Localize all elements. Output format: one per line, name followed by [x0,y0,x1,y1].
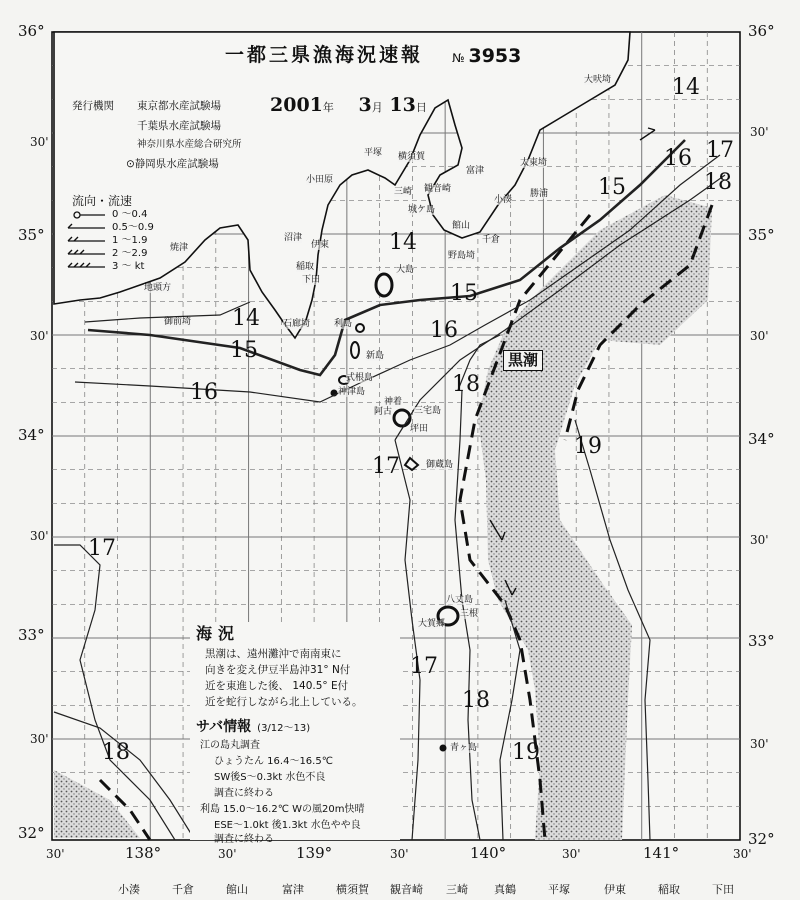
saba-line-2: ひょうたん 16.4〜16.5℃ [214,756,333,767]
isotherm-label-17-mid: 17 [372,454,400,479]
lon-label-13730: 30' [46,847,65,861]
publisher-label: 発行機関 [72,100,114,112]
isotherm-label-14-w: 14 [232,306,260,331]
lat-label-35-left: 35° [18,226,45,244]
place-label: 地頭方 [144,283,172,293]
page-title: 一都三県漁海況速報 [225,44,424,66]
place-label: 三宅島 [414,406,442,416]
lat-label-32-right: 32° [748,830,775,848]
isotherm-label-15-w: 15 [230,338,258,363]
isotherm-label-15-mid: 15 [450,281,478,306]
lon-label-14130: 30' [733,847,752,861]
bottom-station-1: 小湊 [118,883,140,896]
lat-label-34-left: 34° [18,426,45,444]
publisher-3: 神奈川県水産総合研究所 [137,139,242,150]
lat-label-36-left: 36° [18,22,45,40]
saba-line-3: SW後S〜0.3kt 水色不良 [214,772,326,783]
place-label: 稲取 [296,262,315,272]
place-label: 新島 [366,351,385,361]
place-label: 焼津 [170,243,189,253]
place-label: 神着 [384,397,403,407]
saba-info-heading [196,720,310,734]
isotherm-label-15-ne: 15 [598,175,626,200]
lat-label-33-left: 33° [18,626,45,644]
island-miyakejima [394,410,410,426]
isotherm-label-14-ne: 14 [672,75,700,100]
place-label: 阿古 [374,407,393,417]
legend-item-3: 1 〜1.9 [112,235,148,246]
place-label: 小田原 [306,175,334,185]
lat-label-3530-left: 30' [30,135,49,149]
lon-label-138: 138° [125,844,162,862]
bottom-station-10: 伊東 [604,883,626,896]
place-label: 横須賀 [398,152,426,162]
lat-label-3230-right: 30' [750,737,769,751]
issue-number [452,47,521,66]
legend-item-1: 0 〜0.4 [112,209,148,220]
lon-label-14030: 30' [562,847,581,861]
legend-item-2: 0.5〜0.9 [112,222,154,233]
island-niijima [351,342,359,358]
place-label: 伊東 [311,240,330,250]
sea-conditions-line-4: 近を蛇行しながら北上している。 [205,696,363,708]
island-toshima [356,324,364,332]
bottom-station-7: 三崎 [446,883,468,896]
place-label: 八丈島 [446,595,474,605]
lat-label-3330-left: 30' [30,529,49,543]
date-year-unit: 年 [322,101,334,114]
publisher-1: 東京都水産試験場 [137,100,221,112]
lat-label-3330-right: 30' [750,533,769,547]
lat-label-3430-right: 30' [750,329,769,343]
place-label: 青ヶ島 [450,743,478,753]
lon-label-140: 140° [470,844,507,862]
island-aogashima [440,745,447,752]
issue-prefix: № [452,51,465,65]
place-label: 勝浦 [530,189,549,199]
isotherm-label-17-w: 17 [88,536,116,561]
place-label: 御蔵島 [426,460,454,470]
place-label: 坪田 [410,424,429,434]
date-month: 3 [358,94,372,116]
bottom-station-12: 下田 [712,883,734,896]
island-oshima [376,274,392,296]
kuroshio-label: 黒潮 [503,350,543,371]
place-label: 小湊 [494,195,513,205]
lat-label-35-right: 35° [748,226,775,244]
place-label: 沼津 [284,233,303,243]
place-label: 富津 [466,166,485,176]
lat-label-3530-right: 30' [750,125,769,139]
bottom-station-8: 真鶴 [494,883,516,896]
place-label: 下田 [302,275,321,285]
isotherm-label-19-e: 19 [574,434,602,459]
station-icon: ⊙ [126,158,135,170]
lat-label-32-left: 32° [18,824,45,842]
legend-title: 流向・流速 [72,194,133,208]
isotherm-label-16-w: 16 [190,380,218,405]
isotherm-label-16-mid: 16 [430,318,458,343]
isotherm-label-14-bay: 14 [389,230,417,255]
publisher-4 [126,159,219,170]
isotherm-label-18-mid: 18 [452,372,480,397]
place-label: 城ケ島 [408,205,436,215]
legend-item-5: 3 〜 kt [112,261,145,272]
sea-conditions-line-2: 向きを変え伊豆半島沖31° N付 [205,664,351,676]
place-label: 大吠埼 [584,75,612,85]
issue-date [270,96,427,115]
place-label: 式根島 [346,373,374,383]
date-year: 2001 [270,94,323,116]
place-label: 観音崎 [424,184,452,194]
issue-value: 3953 [468,45,522,67]
lon-label-13830: 30' [218,847,237,861]
date-day-unit: 日 [415,101,427,114]
publisher-4-label: 静岡県水産試験場 [134,158,219,170]
saba-line-6: ESE〜1.0kt 後1.3kt 水色やや良 [214,820,361,831]
isotherm-label-19-s: 19 [512,740,540,765]
place-label: 野島埼 [448,251,476,261]
place-label: 大島 [396,265,415,275]
isotherm-label-18-sw: 18 [102,740,130,765]
saba-line-5: 利島 15.0〜16.2℃ Wの風20m快晴 [200,804,365,815]
saba-line-4: 調査に終わる [214,788,274,799]
place-label: 石廊埼 [283,319,311,329]
date-day: 13 [389,94,416,116]
bottom-station-5: 横須賀 [336,883,369,896]
saba-period: (3/12〜13) [257,723,311,734]
lat-label-3230-left: 30' [30,732,49,746]
lon-label-139: 139° [296,844,333,862]
publisher-2: 千葉県水産試験場 [137,120,221,132]
sea-conditions-line-3: 近を東進した後、 140.5° E付 [205,680,349,692]
isotherm-label-17-s: 17 [410,654,438,679]
place-label: 神津島 [338,387,366,397]
place-label: 太東埼 [520,158,548,168]
saba-line-7: 調査に終わる [214,834,274,845]
lon-label-141: 141° [643,844,680,862]
lat-label-33-right: 33° [748,632,775,650]
bottom-station-4: 富津 [282,883,304,896]
date-month-unit: 月 [371,101,383,114]
sea-conditions-line-1: 黒潮は、遠州灘沖で南南東に [205,648,342,660]
bottom-station-2: 千倉 [172,883,194,896]
lon-label-13930: 30' [390,847,409,861]
place-label: 御前埼 [164,317,192,327]
place-label: 館山 [452,221,471,231]
saba-heading-text: サバ情報 [196,719,252,735]
legend-item-4: 2 〜2.9 [112,248,148,259]
isotherm-label-16-ne: 16 [664,146,692,171]
bottom-station-6: 観音崎 [390,883,423,896]
saba-line-1: 江の島丸調査 [200,740,260,751]
lat-label-3430-left: 30' [30,329,49,343]
isotherm-label-17-ne: 17 [706,138,734,163]
isotherm-label-18-ne: 18 [704,170,732,195]
bottom-station-9: 平塚 [548,883,570,896]
place-label: 大賀郷 [418,619,446,629]
lat-label-36-right: 36° [748,22,775,40]
place-label: 利島 [334,319,353,329]
sea-conditions-heading: 海況 [196,624,241,643]
isotherm-label-18-s: 18 [462,688,490,713]
bottom-station-3: 館山 [226,883,248,896]
place-label: 三根 [460,609,479,619]
place-label: 三崎 [394,187,413,197]
lat-label-34-right: 34° [748,430,775,448]
place-label: 平塚 [364,148,383,158]
place-label: 千倉 [482,235,501,245]
bottom-station-11: 稲取 [658,883,680,896]
